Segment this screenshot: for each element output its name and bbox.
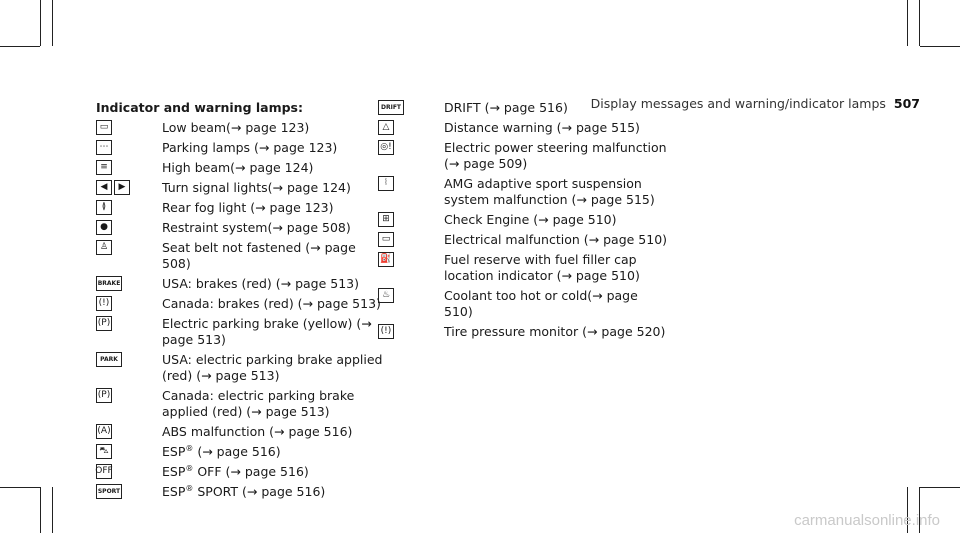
crop-mark: [920, 487, 960, 488]
lamp-entry: [96, 316, 386, 348]
lamp-description: Canada: electric parking brake applied (red) (→ page 513): [162, 388, 355, 419]
lamp-description: Canada: brakes (red) (→ page 513): [162, 296, 381, 311]
brake-usa-icon: BRAKE: [96, 276, 122, 291]
low-beam-icon: ▭: [96, 120, 112, 135]
drift-icon: DRIFT: [378, 100, 404, 115]
lamp-entry: [378, 232, 668, 248]
lamp-description: Parking lamps (→ page 123): [162, 140, 338, 155]
registered-mark: ®: [185, 463, 194, 473]
registered-mark: ®: [185, 483, 194, 493]
brake-canada-icon: (!): [96, 296, 112, 311]
lamp-description: [162, 444, 386, 460]
lamp-entry: [378, 212, 668, 228]
lamp-description: Seat belt not fastened (→ page 508): [162, 240, 356, 271]
lamp-description: USA: brakes (red) (→ page 513): [162, 276, 360, 291]
header-title: Display messages and warning/indicator lamps: [590, 96, 886, 111]
lamp-entry: [96, 388, 386, 420]
crop-mark: [40, 487, 41, 533]
lamp-description: Fuel reserve with fuel filler cap location indicator (→ page 510): [444, 252, 640, 283]
lamp-entry: [96, 160, 386, 176]
seat-belt-icon: ♙: [96, 240, 112, 255]
lamp-description: Rear fog light (→ page 123): [162, 200, 334, 215]
page-number: 507: [893, 96, 920, 111]
lamp-entry: [96, 464, 386, 480]
lamp-entry: [96, 424, 386, 440]
lamp-entry: [378, 288, 668, 320]
park-usa-icon: PARK: [96, 352, 122, 367]
lamp-entry: [378, 252, 668, 284]
left-column: [96, 100, 386, 504]
lamp-description: Restraint system(→ page 508): [162, 220, 351, 235]
lamp-description: Electrical malfunction (→ page 510): [444, 232, 668, 247]
electric-parking-brake-icon: (P): [96, 316, 112, 331]
lamp-description-part: ESP: [162, 484, 186, 499]
park-canada-icon: (P): [96, 388, 112, 403]
distance-warning-icon: △: [378, 120, 394, 135]
rear-fog-icon: ≬: [96, 200, 112, 215]
lamp-entry: [378, 176, 668, 208]
crop-mark: [907, 0, 908, 46]
lamp-entry: [96, 140, 386, 156]
battery-icon: ▭: [378, 232, 394, 247]
high-beam-icon: ≡: [96, 160, 112, 175]
lamp-description: AMG adaptive sport suspension system malfunction (→ page 515): [444, 176, 655, 207]
coolant-icon: ♨: [378, 288, 394, 303]
lamp-entry: [96, 120, 386, 136]
lamp-description-part: OFF (→ page 516): [193, 464, 309, 479]
crop-mark: [919, 0, 920, 46]
crop-mark: [0, 46, 40, 47]
lamp-entry: [96, 444, 386, 460]
lamp-description-part: ESP: [162, 464, 186, 479]
lamp-entry: [96, 220, 386, 236]
crop-mark: [52, 487, 53, 533]
lamp-description: [162, 484, 386, 500]
section-heading: Indicator and warning lamps:: [96, 100, 304, 115]
lamp-description: Distance warning (→ page 515): [444, 120, 640, 135]
crop-mark: [0, 487, 40, 488]
esp-off-icon: OFF: [96, 464, 112, 479]
lamp-description: Tire pressure monitor (→ page 520): [444, 324, 666, 339]
lamp-description: Turn signal lights(→ page 124): [162, 180, 351, 195]
lamp-entry: [96, 352, 386, 384]
lamp-entry: [96, 484, 386, 500]
esp-icon: ⛍: [96, 444, 112, 459]
lamp-entry: [378, 324, 668, 340]
lamp-description: DRIFT (→ page 516): [444, 100, 568, 115]
crop-mark: [40, 0, 41, 46]
lamp-description: Low beam(→ page 123): [162, 120, 310, 135]
lamp-entry: [378, 140, 668, 172]
tire-pressure-icon: (!): [378, 324, 394, 339]
lamp-description: ABS malfunction (→ page 516): [162, 424, 353, 439]
suspension-icon: ⦚: [378, 176, 394, 191]
fuel-icon: ⛽: [378, 252, 394, 267]
lamp-description: USA: electric parking brake applied (red) (→ page 513): [162, 352, 383, 383]
lamp-description: Electric parking brake (yellow) (→ page 513): [162, 316, 372, 347]
watermark: carmanualsonline.info: [794, 512, 940, 529]
lamp-description-part: ESP: [162, 444, 186, 459]
esp-sport-icon: SPORT: [96, 484, 122, 499]
lamp-description: Check Engine (→ page 510): [444, 212, 617, 227]
lamp-entry: [96, 180, 386, 196]
right-column: [378, 100, 668, 344]
lamp-entry: [96, 200, 386, 216]
lamp-entry: [96, 296, 386, 312]
lamp-description: High beam(→ page 124): [162, 160, 314, 175]
lamp-description-part: (→ page 516): [193, 444, 281, 459]
parking-lamps-icon: ⋯: [96, 140, 112, 155]
lamp-description: Electric power steering malfunction (→ page 509): [444, 140, 667, 171]
lamp-description: Coolant too hot or cold(→ page 510): [444, 288, 638, 319]
lamp-entry: [96, 240, 386, 272]
turn-left-icon: ◀: [96, 180, 112, 195]
power-steering-icon: ◎!: [378, 140, 394, 155]
lamp-entry: [378, 120, 668, 136]
restraint-icon: ●: [96, 220, 112, 235]
lamp-description-part: SPORT (→ page 516): [193, 484, 326, 499]
lamp-entry: [96, 276, 386, 292]
lamp-description: [162, 464, 386, 480]
registered-mark: ®: [185, 443, 194, 453]
crop-mark: [920, 46, 960, 47]
crop-mark: [52, 0, 53, 46]
abs-icon: (A): [96, 424, 112, 439]
lamp-entry: [378, 100, 668, 116]
turn-right-icon: ▶: [114, 180, 130, 195]
check-engine-icon: ⊞: [378, 212, 394, 227]
